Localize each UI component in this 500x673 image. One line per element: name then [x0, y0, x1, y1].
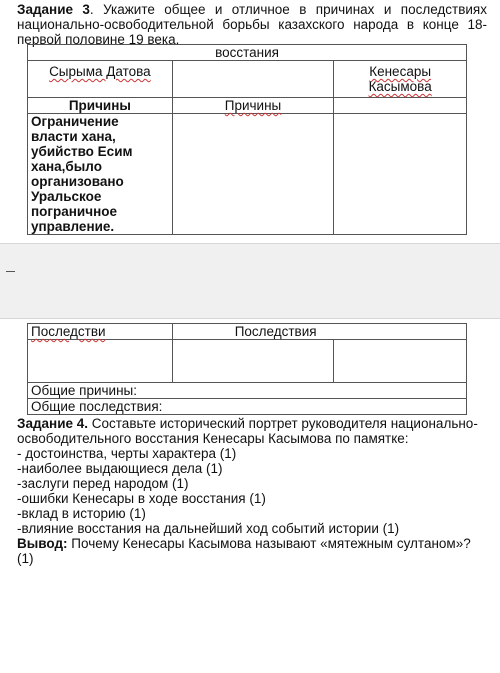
task4-item: -заслуги перед народом (1) [17, 476, 189, 491]
table2-cell-mid[interactable] [172, 340, 334, 383]
table2-common-reasons: Общие причины: [28, 383, 467, 399]
page-break [0, 243, 500, 319]
page-top [0, 0, 500, 243]
task4-conclusion [17, 536, 487, 566]
table1-col-right-label: Кенесары Касымова [368, 64, 432, 94]
table1-reasons-mid [172, 98, 334, 114]
task3-paragraph [17, 2, 487, 47]
table2-cell-right[interactable] [334, 340, 467, 383]
page-edge-top [0, 243, 500, 244]
uprisings-table [27, 44, 467, 235]
table2-cons-left-label: Последстви [31, 324, 106, 339]
task4-item: -влияние восстания на дальнейший ход событий истории (1) [17, 521, 400, 536]
task4-block [17, 416, 487, 566]
table1-col-right [334, 61, 467, 98]
page-bottom [0, 319, 500, 673]
conclusion-label: Вывод: [17, 536, 68, 551]
table1-reason-right-empty[interactable] [334, 114, 467, 235]
table1-col-left [28, 61, 173, 98]
table1-col-mid-empty[interactable] [172, 61, 334, 98]
table1-reason-mid-empty[interactable] [172, 114, 334, 235]
table1-reasons-right-empty[interactable] [334, 98, 467, 114]
task4-heading [17, 416, 487, 446]
task3-text: . Укажите общее и отличное в причинах и последствиях национально-освободительной борьбы казахского народа в конце 18-первой половине 19 века. [17, 2, 487, 47]
task4-item: -ошибки Кенесары в ходе восстания (1) [17, 491, 266, 506]
table2-cell-left[interactable] [28, 340, 173, 383]
table2-cons-left [28, 324, 173, 340]
task3-label: Задание 3 [17, 2, 90, 17]
consequences-table [27, 323, 467, 415]
table2-common-consequences: Общие последствия: [28, 399, 467, 415]
task4-label: Задание 4. [17, 416, 89, 431]
conclusion-text: Почему Кенесары Касымова называют «мятежным султаном»? (1) [17, 536, 471, 566]
table1-col-left-label: Сырыма Датова [49, 64, 151, 79]
table1-reasons-mid-label: Причины [224, 98, 282, 113]
table2-cons-mid: Последствия [172, 324, 466, 340]
table1-reasons-left: Причины [28, 98, 173, 114]
task4-text: Составьте исторический портрет руководителя национально-освободительного восстания Кенесары Касымова по памятке: [17, 416, 478, 446]
table1-header: восстания [28, 45, 467, 61]
task4-item: -вклад в историю (1) [17, 506, 146, 521]
page-break-marker [6, 271, 15, 272]
task4-item: - достоинства, черты характера (1) [17, 446, 237, 461]
table1-reason-text: Ограничение власти хана, убийство Есим хана,было организовано Уральское пограничное управление. [28, 114, 173, 235]
task4-item: -наиболее выдающиеся дела (1) [17, 461, 223, 476]
